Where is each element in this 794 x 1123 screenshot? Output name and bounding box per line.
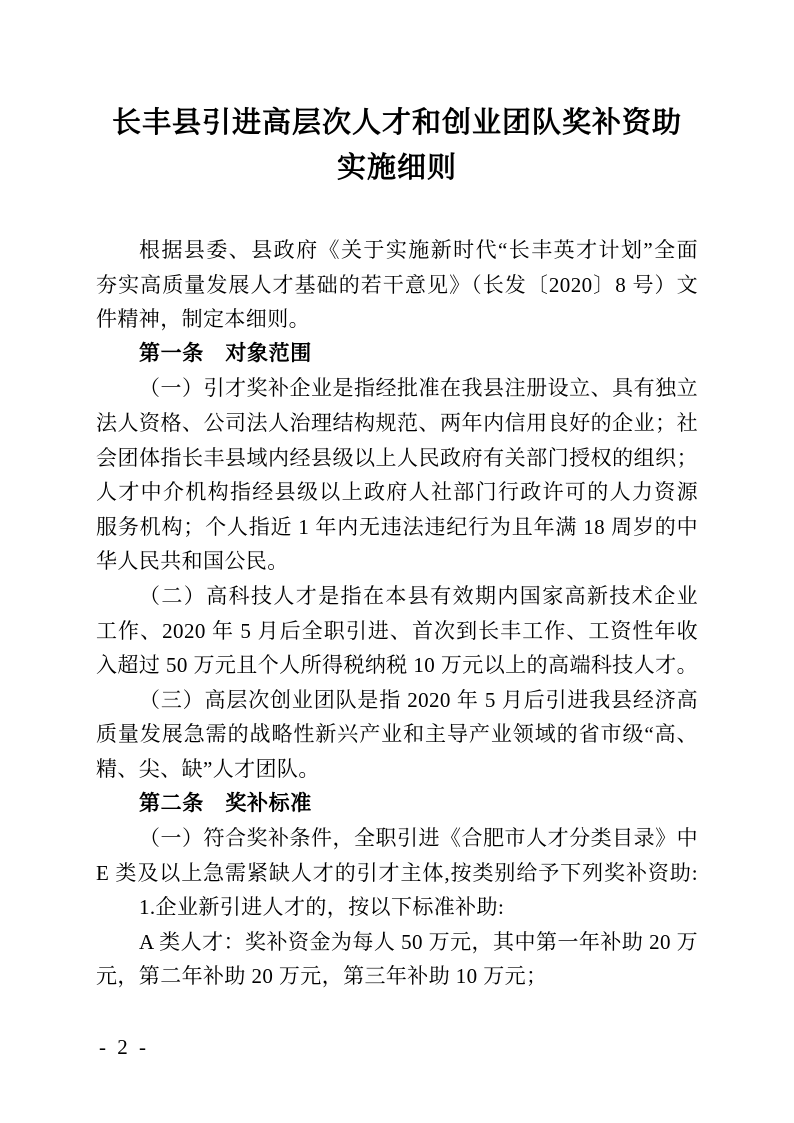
text-line: 服务机构；个人指近 1 年内无违法违纪行为且年满 18 周岁的中 (96, 514, 698, 539)
section-heading: 第二条 奖补标准 (139, 791, 312, 815)
document-title-line-2: 实施细则 (336, 152, 457, 184)
text-line: 法人资格、公司法人治理结构规范、两年内信用良好的企业；社 (96, 410, 698, 435)
text-line: （一）引才奖补企业是指经批准在我县注册设立、具有独立 (139, 376, 698, 401)
text-line: 件精神，制定本细则。 (96, 307, 310, 332)
text-line: 入超过 50 万元且个人所得税纳税 10 万元以上的高端科技人才。 (96, 653, 698, 678)
page-number: - 2 - (99, 1035, 149, 1059)
text-line: 夯实高质量发展人才基础的若干意见》（长发〔2020〕8 号）文 (96, 272, 698, 297)
text-line: 精、尖、缺”人才团队。 (96, 756, 320, 781)
text-line: E 类及以上急需紧缺人才的引才主体,按类别给予下列奖补资助: (96, 860, 698, 885)
document-title-line-1: 长丰县引进高层次人才和创业团队奖补资助 (111, 107, 682, 139)
text-line: 根据县委、县政府《关于实施新时代“长丰英才计划”全面 (139, 238, 698, 262)
text-line: 1.企业新引进人才的，按以下标准补助: (139, 895, 505, 920)
text-line: 人才中介机构指经县级以上政府人社部门行政许可的人力资源 (96, 480, 698, 505)
text-line: 工作、2020 年 5 月后全职引进、首次到长丰工作、工资性年收 (96, 618, 698, 643)
document-title (0, 101, 794, 191)
text-line: 质量发展急需的战略性新兴产业和主导产业领域的省市级“高、 (96, 722, 698, 747)
text-line: A 类人才：奖补资金为每人 50 万元，其中第一年补助 20 万 (139, 929, 698, 954)
text-line: 华人民共和国公民。 (96, 549, 289, 574)
text-line: （二）高科技人才是指在本县有效期内国家高新技术企业 (139, 583, 698, 608)
text-line: 会团体指长丰县域内经县级以上人民政府有关部门授权的组织； (96, 445, 698, 470)
document-body (96, 233, 698, 994)
text-line: （三）高层次创业团队是指 2020 年 5 月后引进我县经济高 (139, 687, 698, 712)
section-heading: 第一条 对象范围 (139, 341, 312, 365)
text-line: （一）符合奖补条件，全职引进《合肥市人才分类目录》中 (139, 826, 698, 851)
text-line: 元，第二年补助 20 万元，第三年补助 10 万元； (96, 964, 548, 989)
